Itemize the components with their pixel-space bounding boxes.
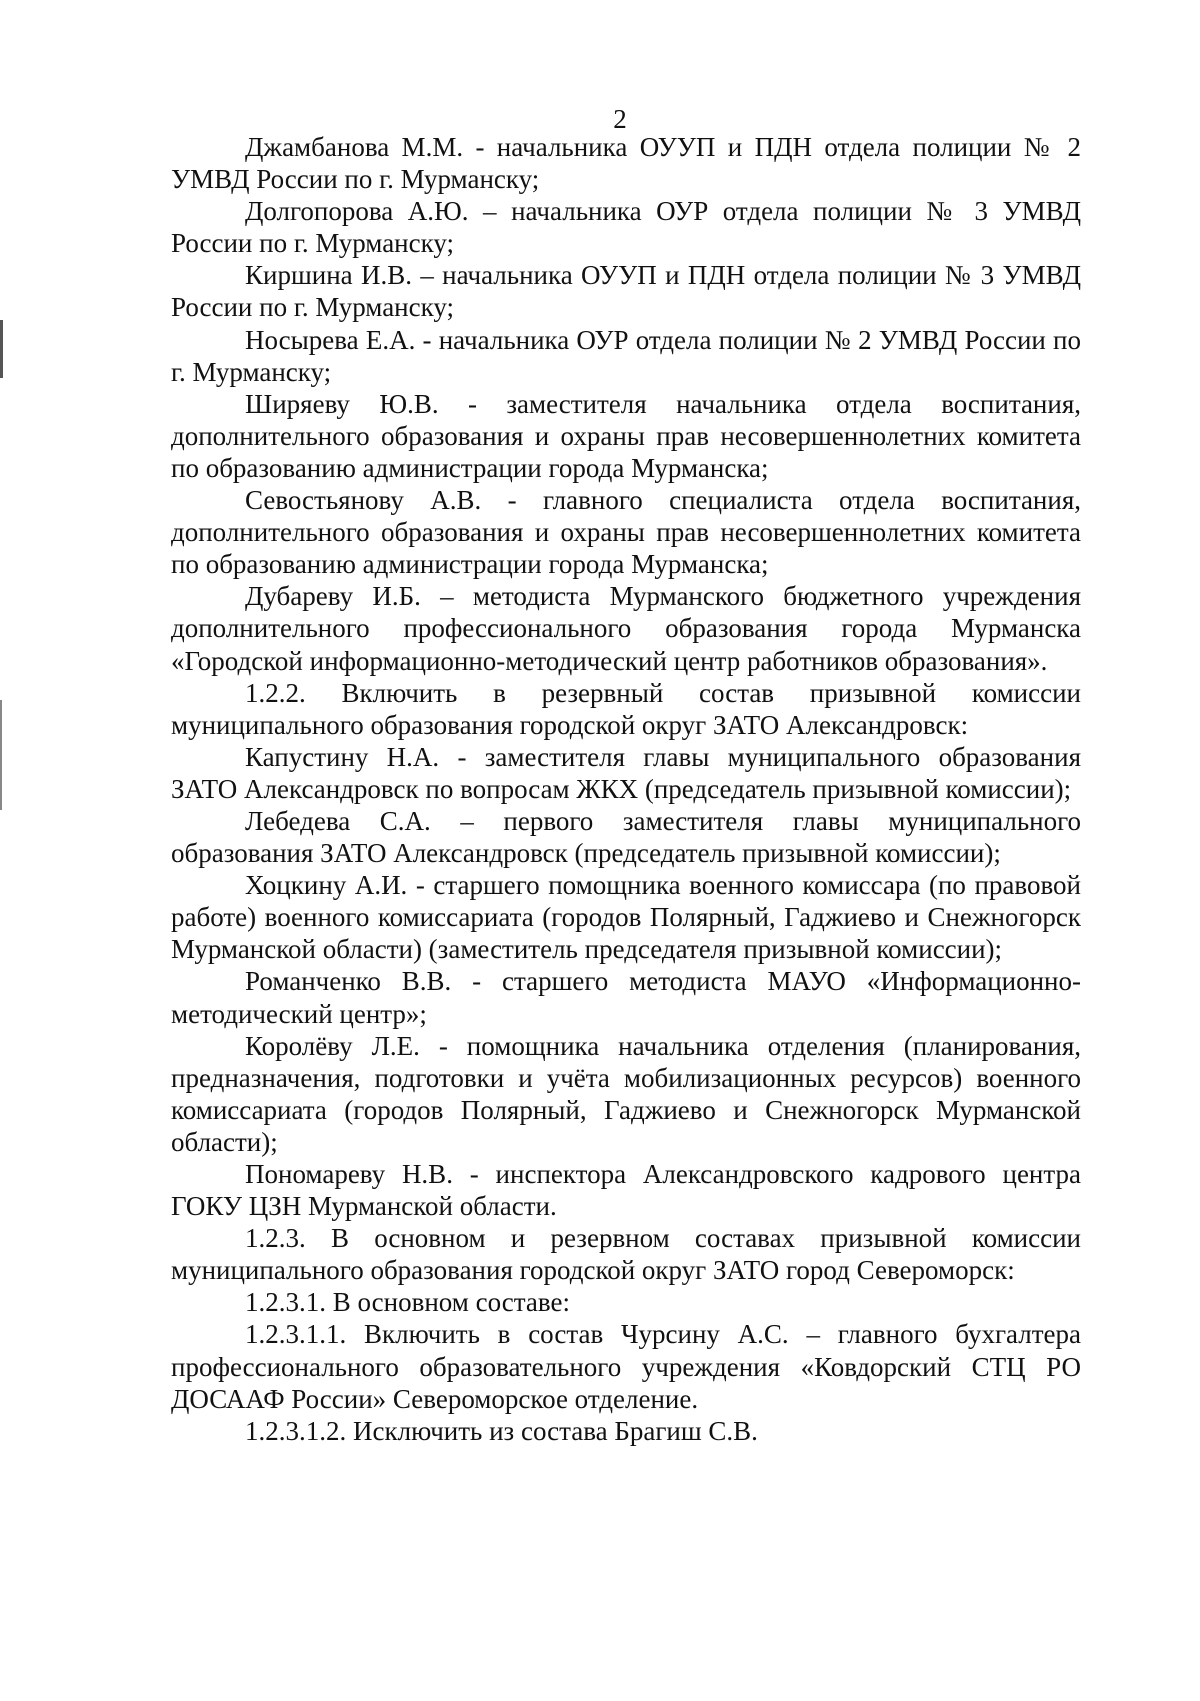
document-body — [171, 131, 1081, 1447]
clause-1-2-3-1-1: 1.2.3.1.1. Включить в состав Чурсину А.С. – главного бухгалтера профессионального образовательного учреждения «Ковдорский СТЦ РО ДОСААФ России» Североморское отделение. — [171, 1319, 1081, 1414]
paragraph-shiryaeva: Ширяеву Ю.В. - заместителя начальника отдела воспитания, дополнительного образования и охраны прав несовершеннолетних комитета по образованию администрации города Мурманска; — [171, 388, 1081, 483]
page-number: 2 — [613, 104, 627, 134]
scan-edge-mark — [0, 700, 2, 810]
paragraph-nosyreva: Носырева Е.А. - начальника ОУР отдела полиции № 2 УМВД России по г. Мурманску; — [171, 324, 1081, 387]
scan-edge-mark — [0, 320, 3, 378]
paragraph-dolgoporova: Долгопорова А.Ю. – начальника ОУР отдела полиции № 3 УМВД России по г. Мурманску; — [171, 196, 1081, 259]
paragraph-khotskina: Хоцкину А.И. - старшего помощника военного комиссара (по правовой работе) военного комиссариата (городов Полярный, Гаджиево и Снежногорск Мурманской области) (заместитель председателя призывной комиссии); — [171, 870, 1081, 965]
paragraph-lebedev: Лебедева С.А. – первого заместителя главы муниципального образования ЗАТО Александровск (председатель призывной комиссии); — [171, 805, 1081, 869]
paragraph-romanchenko: Романченко В.В. - старшего методиста МАУО «Информационно-методический центр»; — [171, 966, 1081, 1029]
clause-1-2-3-1-2: 1.2.3.1.2. Исключить из состава Брагиш С.В. — [245, 1415, 758, 1446]
paragraph-dzhambanova: Джамбанова М.М. - начальника ОУУП и ПДН отдела полиции № 2 УМВД России по г. Мурманску; — [171, 132, 1081, 195]
clause-1-2-2: 1.2.2. Включить в резервный состав призывной комиссии муниципального образования городской округ ЗАТО Александровск: — [171, 677, 1081, 740]
clause-1-2-3-1: 1.2.3.1. В основном составе: — [245, 1287, 570, 1318]
clause-1-2-3: 1.2.3. В основном и резервном составах призывной комиссии муниципального образования городской округ ЗАТО город Североморск: — [171, 1223, 1081, 1286]
paragraph-ponomareva: Пономареву Н.В. - инспектора Александровского кадрового центра ГОКУ ЦЗН Мурманской области. — [171, 1159, 1081, 1222]
paragraph-koroleva: Королёву Л.Е. - помощника начальника отделения (планирования, предназначения, подготовки и учёта мобилизационных ресурсов) военного комиссариата (городов Полярный, Гаджиево и Снежногорск Мурманской области); — [171, 1030, 1081, 1157]
paragraph-sevostyanova: Севостьянову А.В. - главного специалиста отдела воспитания, дополнительного образования и охраны прав несовершеннолетних комитета по образованию администрации города Мурманска; — [171, 485, 1081, 580]
paragraph-dubareva: Дубареву И.Б. – методиста Мурманского бюджетного учреждения дополнительного профессионального образования города Мурманска «Городской информационно-методический центр работников образования». — [171, 581, 1081, 676]
paragraph-kirshina: Киршина И.В. – начальника ОУУП и ПДН отдела полиции № 3 УМВД России по г. Мурманску; — [171, 260, 1081, 323]
paragraph-kapustina: Капустину Н.А. - заместителя главы муниципального образования ЗАТО Александровск по вопросам ЖКХ (председатель призывной комиссии); — [171, 741, 1081, 804]
